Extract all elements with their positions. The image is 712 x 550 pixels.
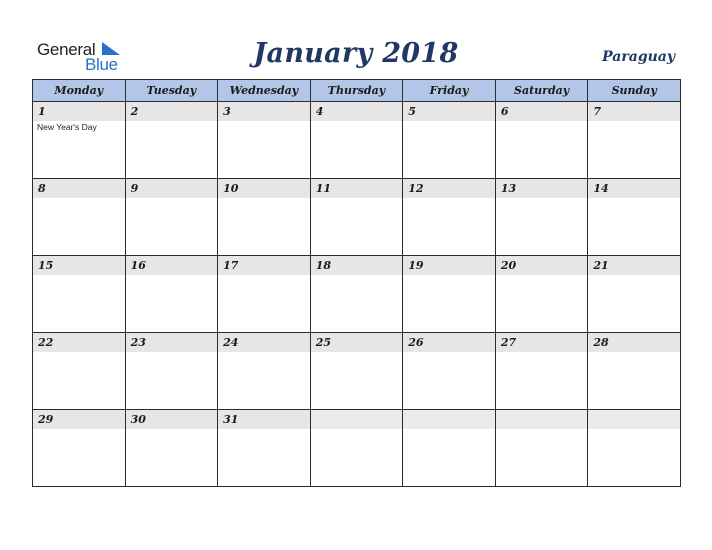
day-number: 15	[33, 256, 125, 275]
day-number: 14	[588, 179, 680, 198]
day-number: 30	[126, 410, 218, 429]
day-cell	[403, 256, 496, 333]
page-title: January 2018	[253, 38, 459, 69]
holiday-label: New Year's Day	[37, 122, 97, 132]
week-row	[33, 179, 681, 256]
day-cell	[588, 256, 681, 333]
day-number	[496, 410, 588, 429]
day-number: 9	[126, 179, 218, 198]
day-cell	[403, 102, 496, 179]
calendar-grid	[32, 79, 681, 487]
day-cell	[33, 102, 126, 179]
day-number: 17	[218, 256, 310, 275]
day-cell	[495, 410, 588, 487]
day-cell	[403, 333, 496, 410]
weekday-saturday: Saturday	[495, 80, 588, 102]
day-cell	[588, 102, 681, 179]
day-number: 18	[311, 256, 403, 275]
day-number: 28	[588, 333, 680, 352]
day-number: 10	[218, 179, 310, 198]
day-number	[403, 410, 495, 429]
day-number: 27	[496, 333, 588, 352]
day-cell	[125, 179, 218, 256]
day-number: 5	[403, 102, 495, 121]
week-row	[33, 410, 681, 487]
day-cell	[495, 102, 588, 179]
day-cell	[218, 410, 311, 487]
week-row	[33, 333, 681, 410]
day-number: 31	[218, 410, 310, 429]
logo-text-blue: Blue	[85, 55, 118, 74]
weekday-friday: Friday	[403, 80, 496, 102]
country-label: Paraguay	[602, 49, 675, 65]
weekday-tuesday: Tuesday	[125, 80, 218, 102]
day-number: 2	[126, 102, 218, 121]
day-number	[588, 410, 680, 429]
day-number: 26	[403, 333, 495, 352]
day-cell	[310, 256, 403, 333]
day-number: 11	[311, 179, 403, 198]
day-number: 7	[588, 102, 680, 121]
day-cell	[588, 410, 681, 487]
day-number: 21	[588, 256, 680, 275]
week-row	[33, 256, 681, 333]
day-cell	[403, 179, 496, 256]
day-number: 6	[496, 102, 588, 121]
day-number: 1	[33, 102, 125, 121]
day-number: 25	[311, 333, 403, 352]
day-cell	[310, 410, 403, 487]
day-cell	[125, 102, 218, 179]
day-cell	[125, 333, 218, 410]
day-cell	[310, 179, 403, 256]
day-cell	[310, 333, 403, 410]
day-number: 3	[218, 102, 310, 121]
weekday-thursday: Thursday	[310, 80, 403, 102]
day-cell	[218, 333, 311, 410]
day-cell	[588, 179, 681, 256]
day-number: 12	[403, 179, 495, 198]
day-cell	[218, 102, 311, 179]
day-number: 22	[33, 333, 125, 352]
day-cell	[125, 256, 218, 333]
day-number: 24	[218, 333, 310, 352]
day-number: 23	[126, 333, 218, 352]
day-cell	[33, 256, 126, 333]
weekday-sunday: Sunday	[588, 80, 681, 102]
day-number: 4	[311, 102, 403, 121]
day-cell	[33, 333, 126, 410]
day-cell	[218, 179, 311, 256]
day-number	[311, 410, 403, 429]
day-cell	[125, 410, 218, 487]
week-row	[33, 102, 681, 179]
day-cell	[495, 179, 588, 256]
calendar-header	[0, 0, 712, 78]
day-number: 20	[496, 256, 588, 275]
day-cell	[588, 333, 681, 410]
day-cell	[403, 410, 496, 487]
day-number: 8	[33, 179, 125, 198]
weekday-wednesday: Wednesday	[218, 80, 311, 102]
calendar-weeks	[33, 102, 681, 487]
day-cell	[33, 179, 126, 256]
logo-text-general: General	[37, 40, 96, 59]
day-number: 13	[496, 179, 588, 198]
day-cell	[218, 256, 311, 333]
day-number: 29	[33, 410, 125, 429]
day-number: 16	[126, 256, 218, 275]
day-cell	[33, 410, 126, 487]
day-cell	[310, 102, 403, 179]
weekday-monday: Monday	[33, 80, 126, 102]
day-cell	[495, 256, 588, 333]
day-number: 19	[403, 256, 495, 275]
day-cell	[495, 333, 588, 410]
weekday-header-row	[33, 80, 681, 102]
